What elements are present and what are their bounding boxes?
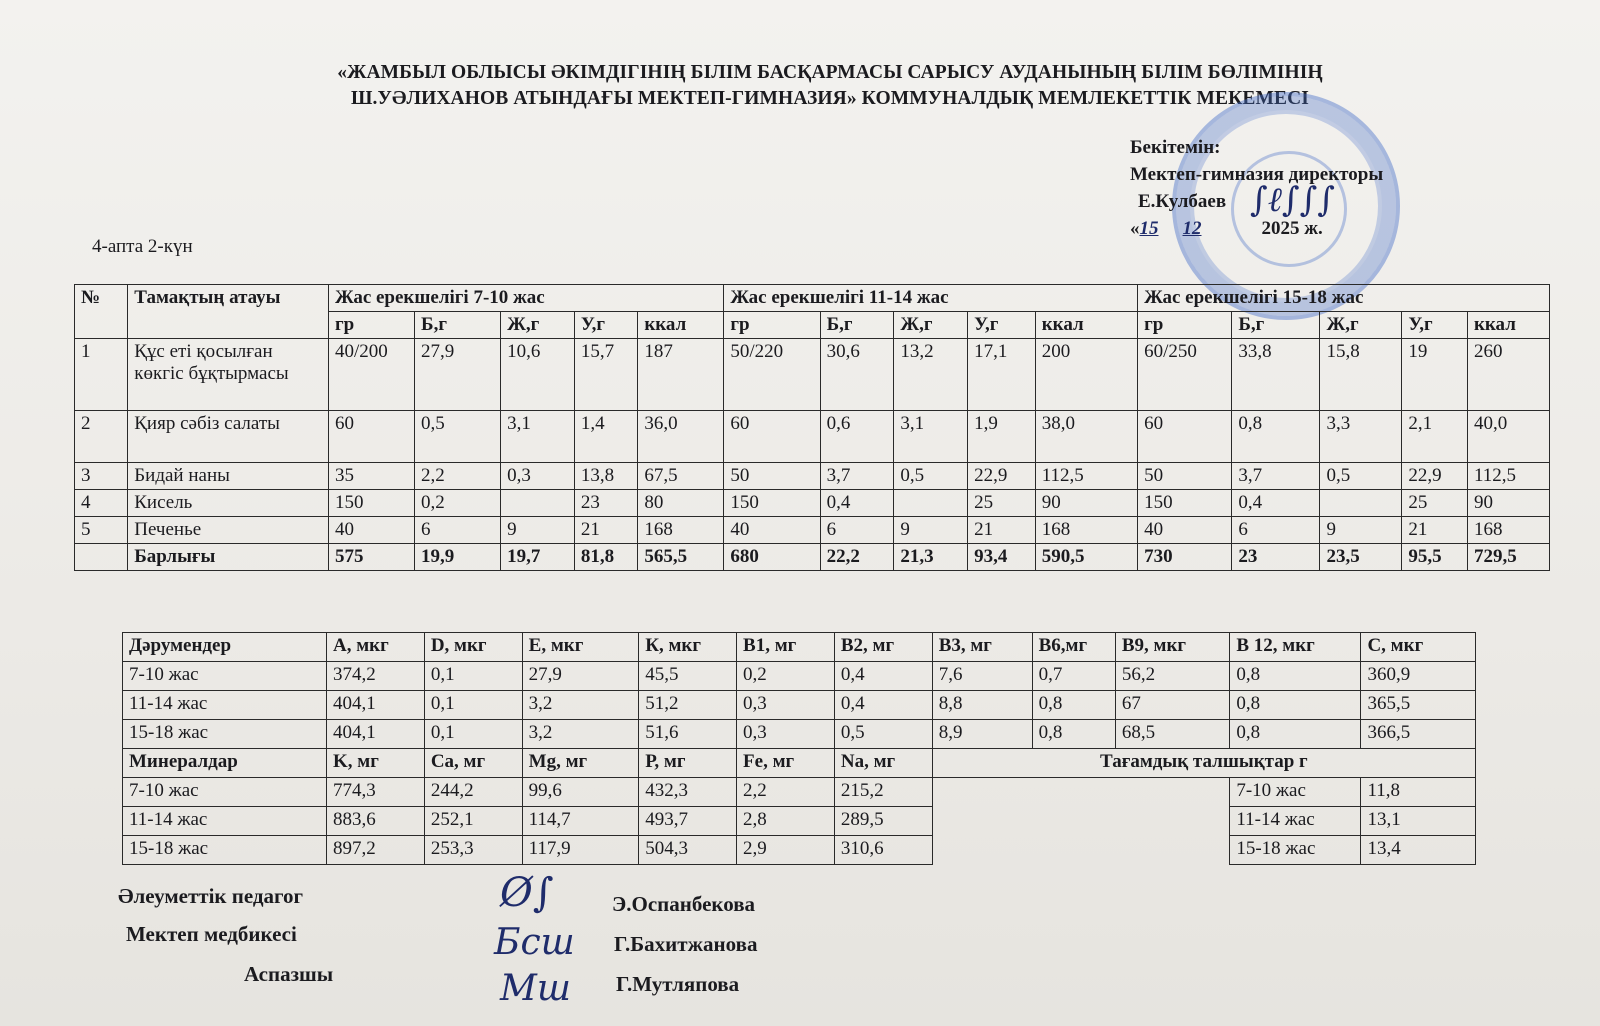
sub-header: гр <box>1138 312 1232 339</box>
total-label-cell: Барлығы <box>128 544 329 571</box>
vitamin-value-cell: 0,4 <box>834 662 932 691</box>
value-cell: 22,9 <box>1402 463 1468 490</box>
value-cell: 168 <box>1467 517 1549 544</box>
signature-name-2: Г.Бахитжанова <box>614 932 758 956</box>
value-cell: 60 <box>1138 411 1232 463</box>
vitamin-row <box>123 662 1476 691</box>
signature-name-3: Г.Мутляпова <box>616 972 740 996</box>
dish-name-cell: Печенье <box>128 517 329 544</box>
sub-header: Б,г <box>1232 312 1320 339</box>
vitamin-value-cell: 7,6 <box>932 662 1032 691</box>
table-row <box>75 463 1550 490</box>
value-cell: 13,2 <box>894 339 968 411</box>
fiber-age-cell: 15-18 жас <box>1230 836 1361 865</box>
total-value-cell: 22,2 <box>820 544 894 571</box>
value-cell: 40 <box>724 517 820 544</box>
sub-header: ккал <box>1035 312 1137 339</box>
value-cell: 6 <box>820 517 894 544</box>
value-cell <box>1320 490 1402 517</box>
vitamin-value-cell: 0,2 <box>737 662 835 691</box>
mineral-header-cell: Са, мг <box>424 749 522 778</box>
sub-header: Ж,г <box>894 312 968 339</box>
handwritten-signature-2: Бсш <box>494 922 575 963</box>
value-cell: 19 <box>1402 339 1468 411</box>
vitamin-value-cell: 0,8 <box>1230 720 1361 749</box>
vitamin-value-cell: 27,9 <box>522 662 639 691</box>
value-cell: 0,5 <box>1320 463 1402 490</box>
mineral-value-cell: 11-14 жас <box>123 807 327 836</box>
vitamin-value-cell: 0,4 <box>834 691 932 720</box>
mineral-row <box>123 807 1476 836</box>
value-cell: 6 <box>415 517 501 544</box>
fiber-value-cell: 13,1 <box>1361 807 1476 836</box>
sub-header: Б,г <box>820 312 894 339</box>
mineral-header-cell: Р, мг <box>639 749 737 778</box>
vitamin-value-cell: 51,2 <box>639 691 737 720</box>
mineral-row <box>123 836 1476 865</box>
total-value-cell: 680 <box>724 544 820 571</box>
value-cell: 36,0 <box>638 411 724 463</box>
vitamin-value-cell: 45,5 <box>639 662 737 691</box>
row-number-cell: 1 <box>75 339 128 411</box>
total-value-cell: 565,5 <box>638 544 724 571</box>
value-cell: 3,3 <box>1320 411 1402 463</box>
mineral-value-cell: 252,1 <box>424 807 522 836</box>
value-cell: 9 <box>894 517 968 544</box>
row-number-cell: 4 <box>75 490 128 517</box>
age-group-header: Жас ерекшелігі 11-14 жас <box>724 285 1138 312</box>
value-cell: 1,9 <box>968 411 1036 463</box>
vitamin-header-cell: С, мкг <box>1361 633 1476 662</box>
total-value-cell: 729,5 <box>1467 544 1549 571</box>
vitamin-value-cell: 0,7 <box>1032 662 1115 691</box>
vitamin-header-cell: В2, мг <box>834 633 932 662</box>
value-cell: 40 <box>329 517 415 544</box>
sub-header: ккал <box>1467 312 1549 339</box>
value-cell: 0,8 <box>1232 411 1320 463</box>
vitamin-header-cell: К, мкг <box>639 633 737 662</box>
vitamin-value-cell: 56,2 <box>1115 662 1229 691</box>
nutrients-table <box>122 632 1476 865</box>
dish-name-cell: Бидай наны <box>128 463 329 490</box>
mineral-value-cell: 244,2 <box>424 778 522 807</box>
value-cell: 9 <box>1320 517 1402 544</box>
vitamin-value-cell: 0,8 <box>1032 720 1115 749</box>
fiber-blank-cell <box>932 807 1230 836</box>
col-number-header: № <box>75 285 128 339</box>
mineral-value-cell: 2,9 <box>737 836 835 865</box>
vitamin-row <box>123 691 1476 720</box>
value-cell: 0,5 <box>894 463 968 490</box>
vitamin-value-cell: 51,6 <box>639 720 737 749</box>
value-cell: 3,1 <box>894 411 968 463</box>
value-cell: 3,7 <box>1232 463 1320 490</box>
value-cell: 0,3 <box>501 463 575 490</box>
mineral-row <box>123 778 1476 807</box>
mineral-value-cell: 215,2 <box>834 778 932 807</box>
value-cell: 168 <box>1035 517 1137 544</box>
value-cell: 0,4 <box>1232 490 1320 517</box>
vitamin-value-cell: 3,2 <box>522 720 639 749</box>
total-value-cell: 23,5 <box>1320 544 1402 571</box>
mineral-value-cell: 897,2 <box>326 836 424 865</box>
mineral-value-cell: 883,6 <box>326 807 424 836</box>
value-cell: 60 <box>724 411 820 463</box>
dish-name-cell: Кисель <box>128 490 329 517</box>
approval-title: Бекітемін: <box>1130 137 1221 158</box>
vitamin-header-cell: В6,мг <box>1032 633 1115 662</box>
value-cell: 187 <box>638 339 724 411</box>
vitamin-value-cell: 0,8 <box>1230 662 1361 691</box>
vitamin-value-cell: 365,5 <box>1361 691 1476 720</box>
vitamins-header-row <box>123 633 1476 662</box>
total-value-cell: 19,7 <box>501 544 575 571</box>
vitamin-header-cell: В3, мг <box>932 633 1032 662</box>
mineral-header-cell: Mg, мг <box>522 749 639 778</box>
vitamin-value-cell: 8,9 <box>932 720 1032 749</box>
value-cell: 2,2 <box>415 463 501 490</box>
vitamin-header-cell: В1, мг <box>737 633 835 662</box>
signature-role-3: Аспазшы <box>244 962 334 986</box>
approval-date-year: 2025 ж. <box>1261 218 1323 239</box>
value-cell: 17,1 <box>968 339 1036 411</box>
value-cell: 33,8 <box>1232 339 1320 411</box>
value-cell: 40/200 <box>329 339 415 411</box>
mineral-value-cell: 99,6 <box>522 778 639 807</box>
value-cell: 40,0 <box>1467 411 1549 463</box>
sub-header: У,г <box>968 312 1036 339</box>
value-cell <box>501 490 575 517</box>
approval-name: Е.Кулбаев <box>1138 191 1227 212</box>
sub-header: У,г <box>1402 312 1468 339</box>
handwritten-signature-3: Мш <box>500 968 571 1009</box>
mineral-value-cell: 7-10 жас <box>123 778 327 807</box>
value-cell: 0,4 <box>820 490 894 517</box>
total-value-cell: 93,4 <box>968 544 1036 571</box>
col-name-header: Тамақтың атауы <box>128 285 329 339</box>
vitamin-value-cell: 404,1 <box>326 720 424 749</box>
sub-header: У,г <box>574 312 638 339</box>
vitamin-value-cell: 0,1 <box>424 691 522 720</box>
header-line-1: «ЖАМБЫЛ ОБЛЫСЫ ӘКІМДІГІНІҢ БІЛІМ БАСҚАРМАСЫ САРЫСУ АУДАНЫНЫҢ БІЛІМ БӨЛІМІНІҢ <box>337 62 1323 83</box>
value-cell: 13,8 <box>574 463 638 490</box>
vitamin-value-cell: 0,1 <box>424 720 522 749</box>
total-value-cell: 95,5 <box>1402 544 1468 571</box>
total-value-cell: 590,5 <box>1035 544 1137 571</box>
vitamin-header-cell: В9, мкг <box>1115 633 1229 662</box>
total-row <box>75 544 1550 571</box>
vitamin-row <box>123 720 1476 749</box>
value-cell: 50 <box>724 463 820 490</box>
mineral-header-cell: Fe, мг <box>737 749 835 778</box>
value-cell: 15,7 <box>574 339 638 411</box>
vitamin-header-cell: Дәрумендер <box>123 633 327 662</box>
mineral-value-cell: 2,2 <box>737 778 835 807</box>
total-blank-cell <box>75 544 128 571</box>
value-cell: 60 <box>329 411 415 463</box>
sub-header: Б,г <box>415 312 501 339</box>
value-cell: 0,2 <box>415 490 501 517</box>
value-cell: 3,1 <box>501 411 575 463</box>
mineral-header-cell: K, мг <box>326 749 424 778</box>
vitamin-value-cell: 15-18 жас <box>123 720 327 749</box>
dish-name-cell: Құс еті қосылған көкгіс бұқтырмасы <box>128 339 329 411</box>
vitamin-value-cell: 0,1 <box>424 662 522 691</box>
value-cell: 67,5 <box>638 463 724 490</box>
approval-date-day: 15 <box>1139 218 1159 239</box>
week-day-label: 4-апта 2-күн <box>92 236 193 257</box>
mineral-value-cell: 15-18 жас <box>123 836 327 865</box>
vitamin-value-cell: 0,3 <box>737 720 835 749</box>
approval-date-month: 12 <box>1182 218 1202 239</box>
table-row <box>75 517 1550 544</box>
approval-position: Мектеп-гимназия директоры <box>1130 164 1384 185</box>
value-cell: 112,5 <box>1035 463 1137 490</box>
vitamin-value-cell: 67 <box>1115 691 1229 720</box>
value-cell: 50/220 <box>724 339 820 411</box>
total-value-cell: 19,9 <box>415 544 501 571</box>
value-cell: 22,9 <box>968 463 1036 490</box>
vitamin-value-cell: 0,5 <box>834 720 932 749</box>
signature-name-1: Э.Оспанбекова <box>612 892 756 916</box>
vitamin-header-cell: D, мкг <box>424 633 522 662</box>
total-value-cell: 23 <box>1232 544 1320 571</box>
value-cell: 50 <box>1138 463 1232 490</box>
value-cell: 9 <box>501 517 575 544</box>
row-number-cell: 2 <box>75 411 128 463</box>
value-cell: 112,5 <box>1467 463 1549 490</box>
fiber-value-cell: 13,4 <box>1361 836 1476 865</box>
mineral-value-cell: 253,3 <box>424 836 522 865</box>
value-cell: 27,9 <box>415 339 501 411</box>
value-cell: 150 <box>329 490 415 517</box>
vitamin-value-cell: 7-10 жас <box>123 662 327 691</box>
handwritten-signature-1: Ø∫ <box>500 870 554 916</box>
vitamin-value-cell: 366,5 <box>1361 720 1476 749</box>
director-signature: ∫ℓ∫∫∫ <box>1250 180 1336 220</box>
value-cell: 25 <box>968 490 1036 517</box>
value-cell: 15,8 <box>1320 339 1402 411</box>
mineral-value-cell: 774,3 <box>326 778 424 807</box>
value-cell: 150 <box>1138 490 1232 517</box>
approval-date: «15 12 2025 ж. <box>1130 218 1323 239</box>
value-cell: 35 <box>329 463 415 490</box>
mineral-header-cell: Na, мг <box>834 749 932 778</box>
value-cell: 200 <box>1035 339 1137 411</box>
row-number-cell: 5 <box>75 517 128 544</box>
age-group-header: Жас ерекшелігі 7-10 жас <box>329 285 724 312</box>
mineral-header-cell: Минералдар <box>123 749 327 778</box>
mineral-value-cell: 493,7 <box>639 807 737 836</box>
vitamin-value-cell: 374,2 <box>326 662 424 691</box>
value-cell: 150 <box>724 490 820 517</box>
vitamin-value-cell: 0,3 <box>737 691 835 720</box>
total-value-cell: 730 <box>1138 544 1232 571</box>
table-row <box>75 339 1550 411</box>
sub-header: Ж,г <box>1320 312 1402 339</box>
vitamin-value-cell: 0,8 <box>1230 691 1361 720</box>
value-cell <box>894 490 968 517</box>
fiber-age-cell: 7-10 жас <box>1230 778 1361 807</box>
vitamin-value-cell: 404,1 <box>326 691 424 720</box>
menu-table <box>74 284 1550 571</box>
fiber-blank-cell <box>932 778 1230 807</box>
sub-header: ккал <box>638 312 724 339</box>
header-line-2: Ш.УӘЛИХАНОВ АТЫНДАҒЫ МЕКТЕП-ГИМНАЗИЯ» КОММУНАЛДЫҚ МЕМЛЕКЕТТІК МЕКЕМЕСІ <box>351 88 1309 109</box>
mineral-value-cell: 114,7 <box>522 807 639 836</box>
mineral-value-cell: 432,3 <box>639 778 737 807</box>
mineral-value-cell: 117,9 <box>522 836 639 865</box>
mineral-value-cell: 310,6 <box>834 836 932 865</box>
fiber-age-cell: 11-14 жас <box>1230 807 1361 836</box>
total-value-cell: 575 <box>329 544 415 571</box>
value-cell: 6 <box>1232 517 1320 544</box>
value-cell: 260 <box>1467 339 1549 411</box>
fiber-value-cell: 11,8 <box>1361 778 1476 807</box>
value-cell: 0,5 <box>415 411 501 463</box>
value-cell: 2,1 <box>1402 411 1468 463</box>
value-cell: 3,7 <box>820 463 894 490</box>
mineral-value-cell: 2,8 <box>737 807 835 836</box>
value-cell: 23 <box>574 490 638 517</box>
age-group-header: Жас ерекшелігі 15-18 жас <box>1138 285 1550 312</box>
total-value-cell: 21,3 <box>894 544 968 571</box>
vitamin-value-cell: 8,8 <box>932 691 1032 720</box>
mineral-value-cell: 289,5 <box>834 807 932 836</box>
value-cell: 30,6 <box>820 339 894 411</box>
sub-header: гр <box>724 312 820 339</box>
fiber-header-cell: Тағамдық талшықтар г <box>932 749 1475 778</box>
vitamin-header-cell: А, мкг <box>326 633 424 662</box>
value-cell: 80 <box>638 490 724 517</box>
mineral-value-cell: 504,3 <box>639 836 737 865</box>
value-cell: 21 <box>574 517 638 544</box>
vitamin-value-cell: 11-14 жас <box>123 691 327 720</box>
value-cell: 10,6 <box>501 339 575 411</box>
sub-header: гр <box>329 312 415 339</box>
value-cell: 168 <box>638 517 724 544</box>
value-cell: 1,4 <box>574 411 638 463</box>
value-cell: 90 <box>1467 490 1549 517</box>
value-cell: 38,0 <box>1035 411 1137 463</box>
vitamin-header-cell: В 12, мкг <box>1230 633 1361 662</box>
dish-name-cell: Қияр сәбіз салаты <box>128 411 329 463</box>
signature-role-2: Мектеп медбикесі <box>126 922 297 946</box>
signature-role-1: Әлеуметтік педагог <box>118 884 304 908</box>
row-number-cell: 3 <box>75 463 128 490</box>
value-cell: 60/250 <box>1138 339 1232 411</box>
value-cell: 90 <box>1035 490 1137 517</box>
vitamin-value-cell: 0,8 <box>1032 691 1115 720</box>
vitamin-header-cell: Е, мкг <box>522 633 639 662</box>
table-row <box>75 490 1550 517</box>
value-cell: 40 <box>1138 517 1232 544</box>
total-value-cell: 81,8 <box>574 544 638 571</box>
value-cell: 21 <box>968 517 1036 544</box>
vitamin-value-cell: 360,9 <box>1361 662 1476 691</box>
table-row <box>75 411 1550 463</box>
sub-header: Ж,г <box>501 312 575 339</box>
value-cell: 25 <box>1402 490 1468 517</box>
value-cell: 0,6 <box>820 411 894 463</box>
minerals-header-row <box>123 749 1476 778</box>
value-cell: 21 <box>1402 517 1468 544</box>
vitamin-value-cell: 68,5 <box>1115 720 1229 749</box>
vitamin-value-cell: 3,2 <box>522 691 639 720</box>
fiber-blank-cell <box>932 836 1230 865</box>
